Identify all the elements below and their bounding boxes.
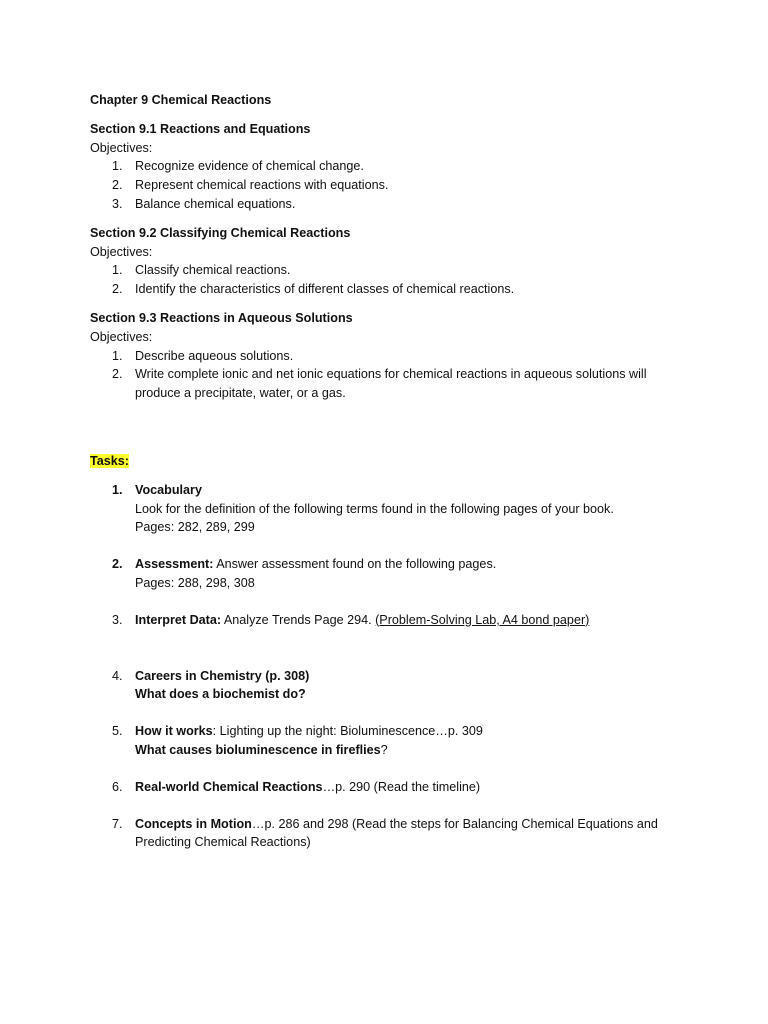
task-underlined-note: (Problem-Solving Lab, A4 bond paper) xyxy=(375,612,590,627)
list-number: 2. xyxy=(112,282,123,297)
objective-text: Describe aqueous solutions. xyxy=(135,348,294,363)
list-item xyxy=(90,280,690,299)
task-number: 5. xyxy=(112,724,123,739)
task-title: How it works xyxy=(135,724,213,739)
tasks-heading-highlight: Tasks: xyxy=(90,453,129,468)
task-vocabulary xyxy=(90,481,690,537)
task-title: Assessment: xyxy=(135,557,214,572)
task-number: 3. xyxy=(112,612,123,627)
objectives-label: Objectives: xyxy=(90,329,153,344)
task-line xyxy=(135,722,690,741)
task-line xyxy=(135,555,690,574)
objectives-list xyxy=(90,347,690,403)
task-question: What does a biochemist do? xyxy=(135,687,306,702)
task-pages: Pages: 282, 289, 299 xyxy=(135,520,255,535)
objective-text: Classify chemical reactions. xyxy=(135,263,291,278)
section-9-2 xyxy=(90,224,690,299)
section-9-3 xyxy=(90,309,690,403)
objective-text: Balance chemical equations. xyxy=(135,196,296,211)
objectives-label: Objectives: xyxy=(90,140,153,155)
task-line xyxy=(135,815,690,853)
document-page xyxy=(90,91,690,852)
task-text: : Lighting up the night: Bioluminescence…p. 309 xyxy=(212,724,483,739)
task-real-world xyxy=(90,778,690,797)
objective-text: Write complete ionic and net ionic equations for chemical reactions in aqueous solutions will produce a precipitate, water, or a gas. xyxy=(135,367,647,401)
section-heading: Section 9.2 Classifying Chemical Reactions xyxy=(90,225,351,240)
task-text: …p. 286 and 298 (Read the steps for Balancing Chemical Equations and Predicting Chemical Reactions) xyxy=(135,816,658,850)
section-heading: Section 9.3 Reactions in Aqueous Solutions xyxy=(90,310,353,325)
task-number: 7. xyxy=(112,816,123,831)
list-number: 1. xyxy=(112,263,123,278)
list-item xyxy=(90,176,690,195)
objectives-list xyxy=(90,261,690,299)
tasks-list xyxy=(90,481,690,852)
task-line xyxy=(135,611,690,630)
task-title: Interpret Data: xyxy=(135,612,222,627)
list-item xyxy=(90,347,690,366)
chapter-title: Chapter 9 Chemical Reactions xyxy=(90,93,272,107)
task-question xyxy=(135,741,690,760)
task-line xyxy=(135,778,690,797)
task-pages: Pages: 288, 298, 308 xyxy=(135,575,255,590)
task-text: Look for the definition of the following terms found in the following pages of your book. xyxy=(135,501,614,516)
objective-text: Recognize evidence of chemical change. xyxy=(135,159,364,174)
section-9-1 xyxy=(90,120,690,214)
task-number: 2. xyxy=(112,557,123,572)
task-concepts-in-motion xyxy=(90,815,690,853)
list-item xyxy=(90,365,690,403)
task-interpret-data xyxy=(90,611,690,630)
task-number: 4. xyxy=(112,668,123,683)
section-heading: Section 9.1 Reactions and Equations xyxy=(90,121,311,136)
task-text: Analyze Trends Page 294. xyxy=(221,612,376,627)
list-item xyxy=(90,157,690,176)
task-text: …p. 290 (Read the timeline) xyxy=(322,779,481,794)
list-item xyxy=(90,261,690,280)
list-number: 1. xyxy=(112,348,123,363)
list-number: 3. xyxy=(112,196,123,211)
objective-text: Represent chemical reactions with equations. xyxy=(135,178,389,193)
list-number: 2. xyxy=(112,178,123,193)
task-title: Real-world Chemical Reactions xyxy=(135,779,323,794)
task-number: 6. xyxy=(112,779,123,794)
task-how-it-works xyxy=(90,722,690,760)
tasks-heading xyxy=(90,452,690,471)
task-text: Answer assessment found on the following pages. xyxy=(213,557,497,572)
task-title: Vocabulary xyxy=(135,482,202,497)
list-number: 2. xyxy=(112,367,123,382)
objectives-list xyxy=(90,157,690,213)
task-title: Careers in Chemistry (p. 308) xyxy=(135,668,310,683)
task-question-bold: What causes bioluminescence in fireflies xyxy=(135,742,381,757)
list-item xyxy=(90,195,690,214)
objective-text: Identify the characteristics of different classes of chemical reactions. xyxy=(135,282,515,297)
task-assessment xyxy=(90,555,690,593)
task-question-end: ? xyxy=(380,742,388,757)
objectives-label: Objectives: xyxy=(90,244,153,259)
task-title: Concepts in Motion xyxy=(135,816,252,831)
task-number: 1. xyxy=(112,482,123,497)
task-careers xyxy=(90,667,690,705)
list-number: 1. xyxy=(112,159,123,174)
